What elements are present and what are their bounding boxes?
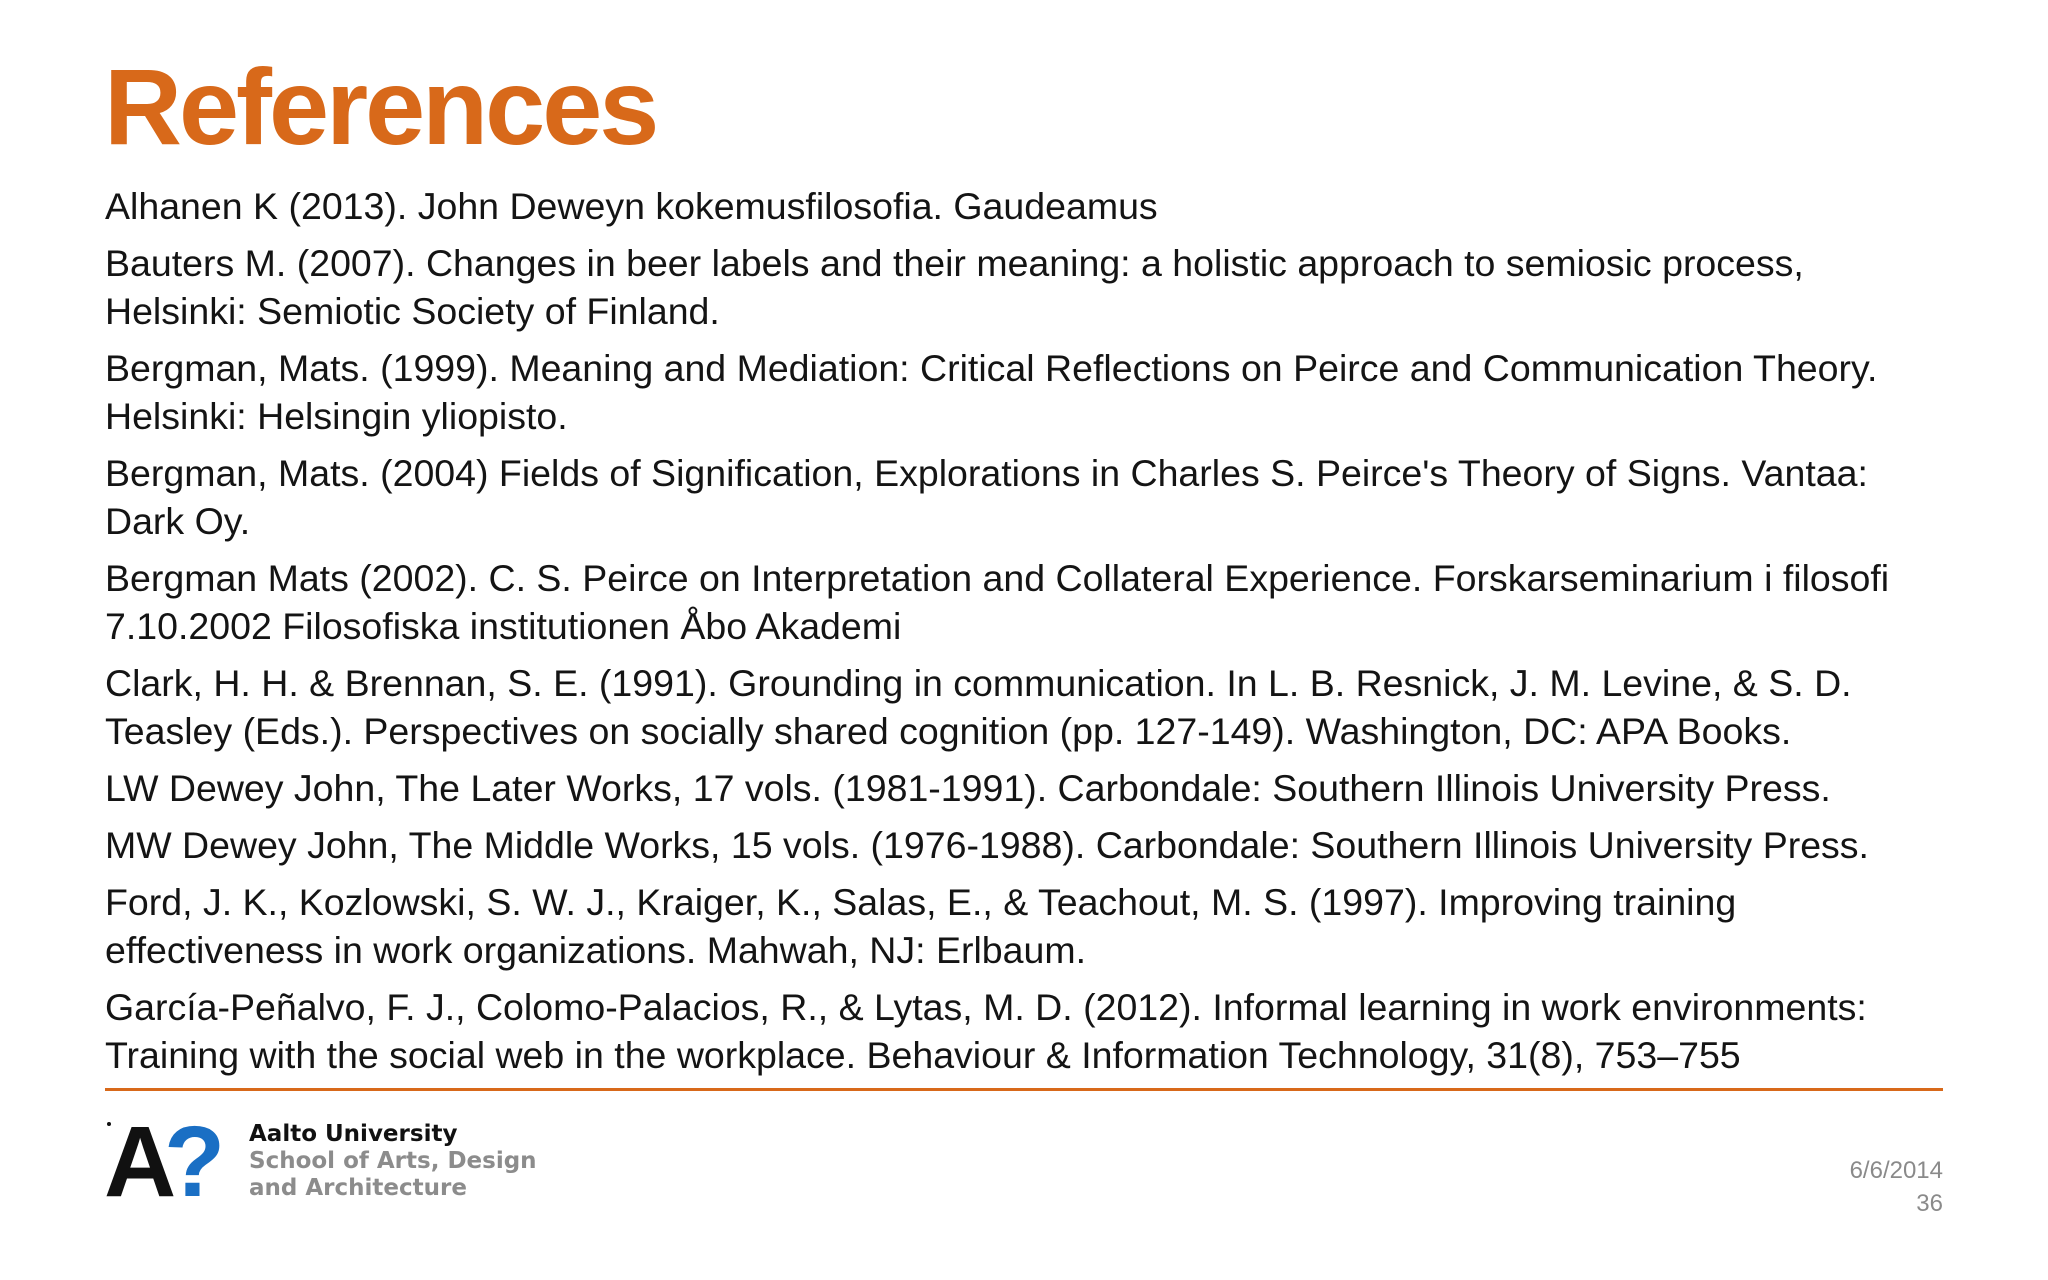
reference-line: Clark, H. H. & Brennan, S. E. (1991). Grounding in communication. In L. B. Resnick, J. M. Levine, & S. D. [105, 662, 1852, 704]
reference-line: Bergman, Mats. (1999). Meaning and Mediation: Critical Reflections on Peirce and Communication Theory. [105, 347, 1878, 389]
reference-line: LW Dewey John, The Later Works, 17 vols. (1981-1991). Carbondale: Southern Illinois University Press. [105, 767, 1831, 809]
reference-line: Training with the social web in the workplace. Behaviour & Information Technology, 31(8), 753–755 [105, 1034, 1741, 1076]
reference-line: Ford, J. K., Kozlowski, S. W. J., Kraiger, K., Salas, E., & Teachout, M. S. (1997). Improving training [105, 881, 1737, 923]
university-name-block [249, 1121, 537, 1202]
reference-item [105, 821, 2005, 869]
reference-item [105, 659, 2005, 755]
reference-item [105, 764, 2005, 812]
reference-item [105, 554, 2005, 650]
reference-line: Alhanen K (2013). John Deweyn kokemusfilosofia. Gaudeamus [105, 185, 1158, 227]
reference-item [105, 878, 2005, 974]
reference-line: Helsinki: Semiotic Society of Finland. [105, 290, 720, 332]
slide-title: References [104, 46, 657, 167]
reference-line: García-Peñalvo, F. J., Colomo-Palacios, R., & Lytas, M. D. (2012). Informal learning in work environments: [105, 986, 1867, 1028]
reference-line: Bauters M. (2007). Changes in beer labels and their meaning: a holistic approach to semiosic process, [105, 242, 1804, 284]
university-name: Aalto University [249, 1121, 458, 1147]
reference-item [105, 344, 2005, 440]
school-name-line2: and Architecture [249, 1175, 467, 1201]
slide-page-number: 36 [1916, 1190, 1943, 1217]
reference-item [105, 239, 2005, 335]
svg-text:A: A [104, 1120, 171, 1200]
reference-line: effectiveness in work organizations. Mahwah, NJ: Erlbaum. [105, 929, 1087, 971]
reference-line: MW Dewey John, The Middle Works, 15 vols. (1976-1988). Carbondale: Southern Illinois University Press. [105, 824, 1869, 866]
reference-item [105, 449, 2005, 545]
reference-line: Teasley (Eds.). Perspectives on socially shared cognition (pp. 127-149). Washington, DC: APA Books. [105, 710, 1792, 752]
slide-date: 6/6/2014 [1849, 1157, 1943, 1184]
svg-text:?: ? [164, 1120, 226, 1200]
aalto-logo-icon [104, 1120, 232, 1200]
reference-item [105, 983, 2005, 1079]
school-name-line1: School of Arts, Design [249, 1148, 537, 1174]
reference-line: Helsinki: Helsingin yliopisto. [105, 395, 568, 437]
footer-divider [105, 1088, 1943, 1091]
reference-line: 7.10.2002 Filosofiska institutionen Åbo Akademi [105, 605, 902, 647]
reference-list [105, 182, 2005, 1088]
reference-line: Dark Oy. [105, 500, 251, 542]
reference-line: Bergman, Mats. (2004) Fields of Signification, Explorations in Charles S. Peirce's Theory of Signs. Vantaa: [105, 452, 1868, 494]
reference-item [105, 182, 2005, 230]
reference-line: Bergman Mats (2002). C. S. Peirce on Interpretation and Collateral Experience. Forskarseminarium i filosofi [105, 557, 1890, 599]
